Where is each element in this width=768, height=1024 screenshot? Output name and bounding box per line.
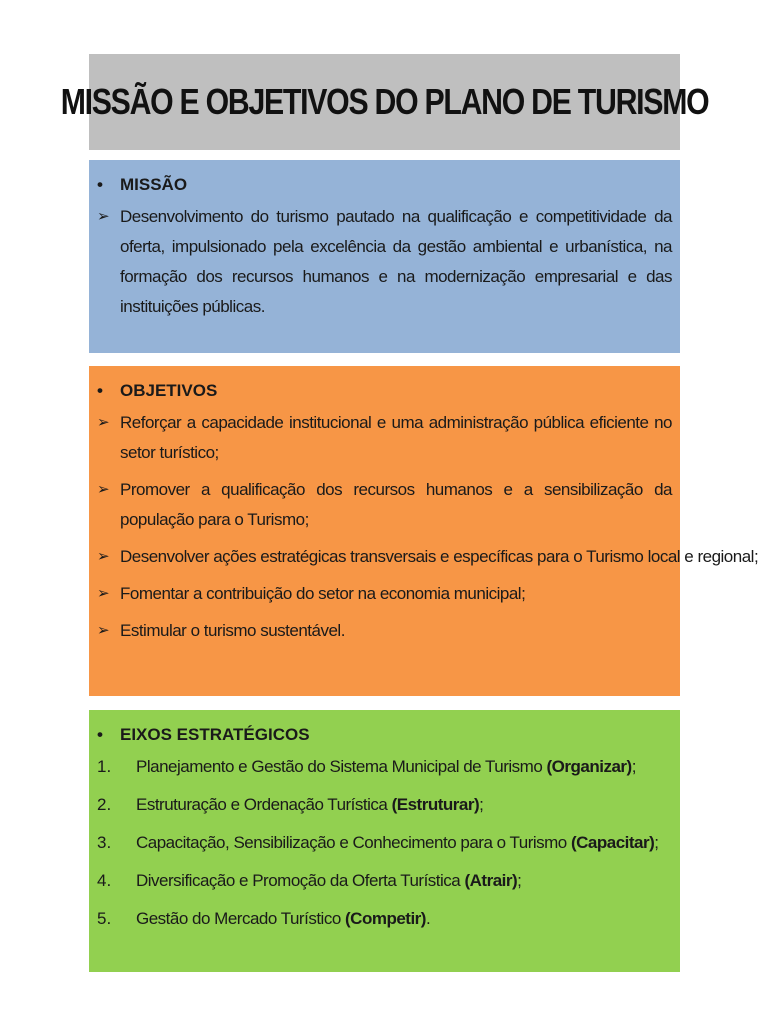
- bullet-icon: •: [97, 381, 103, 400]
- item-number: 4.: [97, 871, 112, 890]
- arrow-bullet-icon: ➢: [97, 622, 110, 639]
- list-item: [97, 616, 672, 646]
- item-number: 5.: [97, 909, 112, 928]
- eixos-heading: EIXOS ESTRATÉGICOS: [120, 725, 310, 744]
- item-number: 1.: [97, 757, 112, 776]
- objetivos-heading-row: [97, 378, 672, 404]
- objetivo-text: Fomentar a contribuição do setor na economia municipal;: [120, 584, 526, 603]
- list-item: [97, 866, 672, 896]
- objetivo-text: Desenvolver ações estratégicas transversais e específicas para o Turismo local e regional;: [120, 547, 759, 566]
- list-item: [97, 542, 759, 572]
- list-item: [97, 752, 672, 782]
- arrow-bullet-icon: ➢: [97, 414, 110, 431]
- list-item: [97, 828, 672, 858]
- arrow-bullet-icon: ➢: [97, 585, 110, 602]
- objetivo-text: Promover a qualificação dos recursos humanos e a sensibilização da população para o Turismo;: [120, 480, 672, 529]
- bullet-icon: •: [97, 725, 103, 744]
- page-title: MISSÃO E OBJETIVOS DO PLANO DE TURISMO: [60, 81, 709, 122]
- eixo-text: Diversificação e Promoção da Oferta Turística (Atrair);: [136, 871, 522, 890]
- item-number: 3.: [97, 833, 112, 852]
- eixo-text: Estruturação e Ordenação Turística (Estruturar);: [136, 795, 484, 814]
- eixos-heading-row: [97, 722, 672, 748]
- item-number: 2.: [97, 795, 112, 814]
- missao-heading: MISSÃO: [120, 175, 188, 194]
- list-item: [97, 904, 672, 934]
- missao-heading-row: [97, 172, 672, 198]
- objetivo-text: Reforçar a capacidade institucional e uma administração pública eficiente no setor turístico;: [120, 413, 672, 462]
- arrow-bullet-icon: ➢: [97, 548, 110, 565]
- eixos-section: [89, 710, 680, 972]
- bullet-icon: •: [97, 175, 103, 194]
- objetivo-text: Estimular o turismo sustentável.: [120, 621, 345, 640]
- objetivos-section: [89, 366, 759, 696]
- eixo-text: Planejamento e Gestão do Sistema Municipal de Turismo (Organizar);: [136, 757, 636, 776]
- title-banner: [60, 54, 709, 150]
- missao-section: [89, 160, 680, 353]
- eixo-text: Capacitação, Sensibilização e Conhecimento para o Turismo (Capacitar);: [136, 833, 659, 852]
- list-item: [97, 202, 672, 322]
- list-item: [97, 579, 672, 609]
- list-item: [97, 408, 672, 468]
- list-item: [97, 790, 672, 820]
- eixo-text: Gestão do Mercado Turístico (Competir).: [136, 909, 431, 928]
- objetivos-heading: OBJETIVOS: [120, 381, 218, 400]
- missao-text: Desenvolvimento do turismo pautado na qualificação e competitividade da oferta, impulsionado pela excelência da gestão ambiental e urbanística, na formação dos recursos humanos e na modernização empresarial e das instituições públicas.: [120, 207, 672, 316]
- arrow-bullet-icon: ➢: [97, 208, 110, 225]
- arrow-bullet-icon: ➢: [97, 481, 110, 498]
- list-item: [97, 475, 672, 535]
